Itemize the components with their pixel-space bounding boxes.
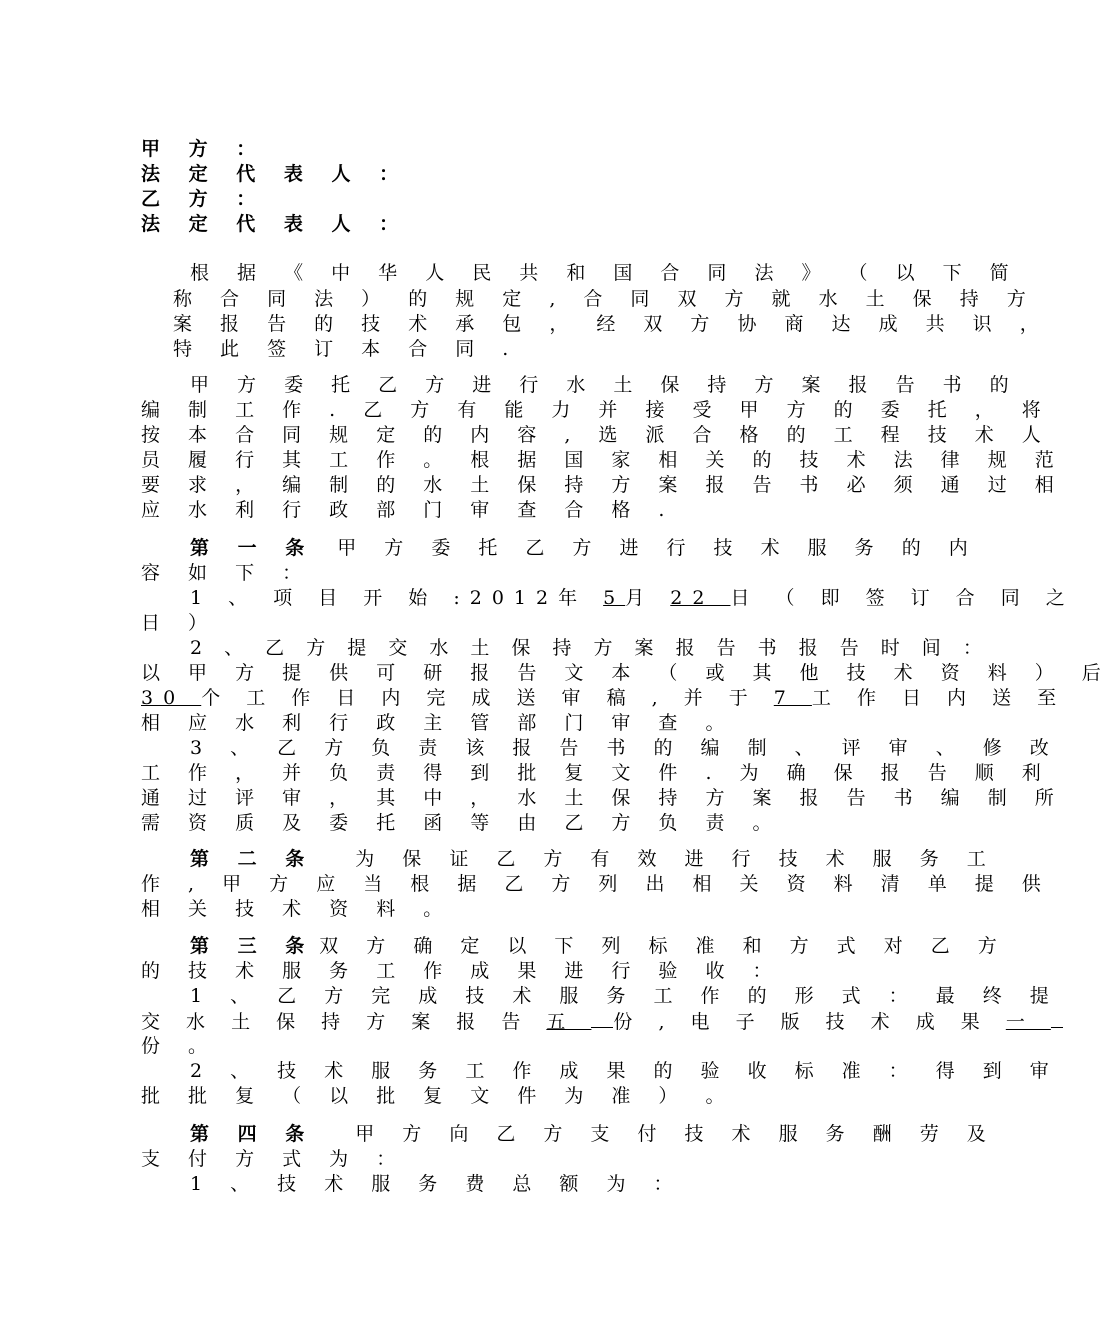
electronic-copies: 一	[1005, 1011, 1051, 1033]
party-b-rep-label: 法 定 代 表 人 ：	[141, 213, 410, 235]
article4-label: 第 四 条	[190, 1123, 316, 1145]
intro-line: 甲 方 委 托 乙 方 进 行 水 土 保 持 方 案 报 告 书 的	[190, 374, 1020, 396]
article1-item3: 3 、 乙 方 负 责 该 报 告 书 的 编 制 、 评 审 、 修 改	[190, 737, 1060, 759]
article1-item3: 通 过 评 审 ， 其 中 ， 水 土 保 持 方 案 报 告 书 编 制 所	[141, 787, 1065, 809]
article1-item2-line3	[141, 686, 1067, 710]
article1-line2: 容 如 下 ：	[141, 562, 313, 584]
article1-item3: 需 资 质 及 委 托 函 等 由 乙 方 负 责 。	[141, 812, 783, 834]
preamble-line: 特 此 签 订 本 合 同 .	[173, 338, 520, 360]
article3-line1: 双 方 确 定 以 下 列 标 准 和 方 式 对 乙 方	[319, 935, 1008, 957]
item2-mid: 个 工 作 日 内 完 成 送 审 稿 , 并 于	[201, 687, 774, 709]
article4-line1: 甲 方 向 乙 方 支 付 技 术 服 务 酬 劳 及	[355, 1123, 997, 1145]
article3-item2-line2: 批 批 复 （ 以 批 复 文 件 为 准 ） 。	[141, 1085, 736, 1107]
item1-mid: 份 , 电 子 版 技 术 成 果	[613, 1011, 1006, 1033]
party-b-label: 乙 方 ：	[141, 188, 267, 210]
intro-line: 按 本 合 同 规 定 的 内 容 , 选 派 合 格 的 工 程 技 术 人	[141, 424, 1052, 446]
article4-heading	[190, 1122, 997, 1146]
article2-line1: 为 保 证 乙 方 有 效 进 行 技 术 服 务 工	[355, 848, 997, 870]
article3-item1-line3: 份 。	[141, 1035, 219, 1057]
item1-prefix: 1 、 项 目 开 始 :2012年	[190, 587, 604, 609]
article1-line1: 甲 方 委 托 乙 方 进 行 技 术 服 务 的 内	[337, 537, 979, 559]
article1-item2-line4: 相 应 水 利 行 政 主 管 部 门 审 查 。	[141, 712, 736, 734]
report-copies: 五	[546, 1011, 592, 1033]
article1-heading	[190, 536, 979, 560]
party-a-label: 甲 方 ：	[141, 138, 267, 160]
article2-line2: 作 , 甲 方 应 当 根 据 乙 方 列 出 相 关 资 料 清 单 提 供	[141, 873, 1052, 895]
article3-item2: 2 、 技 术 服 务 工 作 成 果 的 验 收 标 准 ： 得 到 审	[190, 1060, 1060, 1082]
article3-label: 第 三 条	[190, 935, 316, 957]
article1-item3: 工 作 ， 并 负 责 得 到 批 复 文 件 . 为 确 保 报 告 顺 利	[141, 762, 1052, 784]
draft-days: 30	[141, 687, 202, 709]
article1-item2-line2: 以 甲 方 提 供 可 研 报 告 文 本 （ 或 其 他 技 术 资 料 ） 后	[141, 662, 1112, 684]
party-a-rep-label: 法 定 代 表 人 ：	[141, 163, 410, 185]
item1-suffix: 日 （ 即 签 订 合 同 之	[730, 587, 1075, 609]
article4-item1: 1 、 技 术 服 务 费 总 额 为 ：	[190, 1173, 684, 1195]
article1-item1-line2: 日 ）	[141, 612, 219, 634]
start-month: 5	[603, 587, 626, 609]
article2-heading	[190, 847, 997, 871]
intro-line: 员 履 行 其 工 作 。 根 据 国 家 相 关 的 技 术 法 律 规 范	[141, 449, 1065, 471]
article1-item1	[190, 586, 1075, 610]
article1-item2: 2 、 乙 方 提 交 水 土 保 持 方 案 报 告 书 报 告 时 间 ：	[190, 637, 990, 659]
preamble-line: 案 报 告 的 技 术 承 包 ， 经 双 方 协 商 达 成 共 识 ，	[173, 313, 1050, 335]
article4-line2: 支 付 方 式 为 ：	[141, 1148, 407, 1170]
item1-mid: 月	[625, 587, 671, 609]
article3-line2: 的 技 术 服 务 工 作 成 果 进 行 验 收 ：	[141, 960, 783, 982]
article3-heading	[190, 934, 1008, 958]
article3-item1: 1 、 乙 方 完 成 技 术 服 务 工 作 的 形 式 ： 最 终 提	[190, 985, 1060, 1007]
intro-line: 要 求 ， 编 制 的 水 土 保 持 方 案 报 告 书 必 须 通 过 相	[141, 474, 1065, 496]
article2-line3: 相 关 技 术 资 料 。	[141, 898, 454, 920]
preamble-line: 根 据 《 中 华 人 民 共 和 国 合 同 法 》 （ 以 下 简	[190, 262, 1020, 284]
item2-tail: 工 作 日 内 送 至	[811, 687, 1067, 709]
item1-prefix: 交 水 土 保 持 方 案 报 告	[141, 1011, 547, 1033]
article2-label: 第 二 条	[190, 848, 316, 870]
submit-days: 7	[773, 687, 812, 709]
start-day: 22	[670, 587, 731, 609]
intro-line: 应 水 利 行 政 部 门 审 查 合 格 .	[141, 499, 676, 521]
article1-label: 第 一 条	[190, 537, 316, 559]
intro-line: 编 制 工 作 . 乙 方 有 能 力 并 接 受 甲 方 的 委 托 ， 将	[141, 399, 1052, 421]
article3-item1-line2	[141, 1009, 1051, 1034]
preamble-line: 称 合 同 法 ） 的 规 定 , 合 同 双 方 就 水 土 保 持 方	[173, 288, 1037, 310]
